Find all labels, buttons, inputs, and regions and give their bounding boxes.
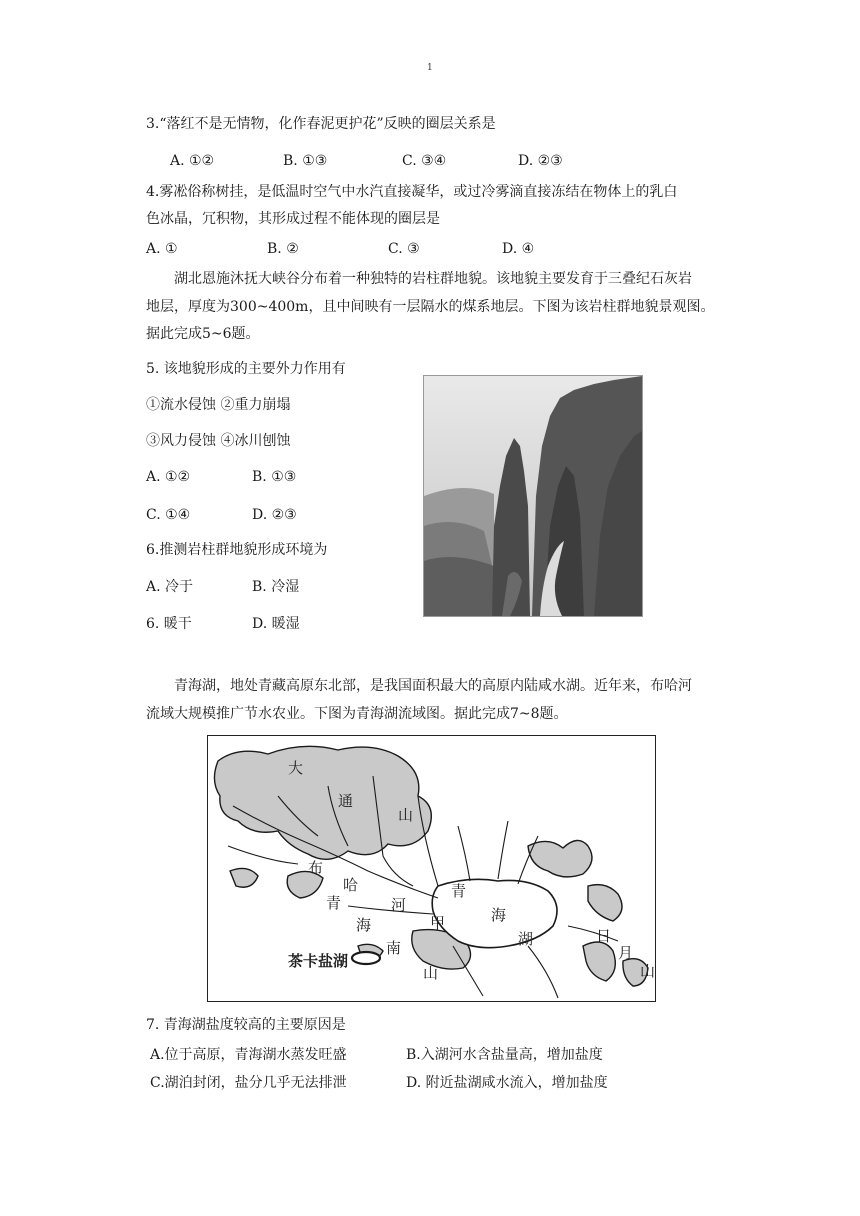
map-label-da: 大 [288, 759, 304, 777]
map-label-hu-lake: 湖 [518, 930, 534, 948]
map-label-ri: 日 [596, 927, 612, 945]
q5-option-c: C. ①④ [146, 507, 191, 523]
chaka-salt-lake [352, 952, 380, 964]
passage1-line3: 据此完成5~6题。 [146, 326, 260, 342]
map-label-hai-nanshan: 海 [356, 916, 372, 934]
q6-option-a: A. 冷于 [146, 579, 194, 595]
map-label-qing-nanshan: 青 [326, 894, 342, 912]
map-label-qing-lake: 青 [451, 882, 467, 900]
q4-option-b: B. ② [267, 241, 299, 257]
map-label-he: 河 [391, 896, 407, 914]
q7-option-a: A.位于高原，青海湖水蒸发旺盛 [150, 1047, 347, 1063]
q6-option-c: 6. 暖干 [146, 616, 192, 632]
q3-stem: 3.“落红不是无情物，化作春泥更护花”反映的圈层关系是 [146, 116, 496, 132]
q4-option-c: C. ③ [388, 241, 420, 257]
map-label-chaka-salt-lake: 茶卡盐湖 [288, 952, 349, 970]
q6-stem: 6.推测岩柱群地貌形成环境为 [146, 542, 328, 558]
q7-stem: 7. 青海湖盐度较高的主要原因是 [146, 1017, 346, 1033]
q5-option-b: B. ①③ [252, 469, 297, 485]
q4-stem-line1: 4.雾凇俗称树挂，是低温时空气中水汽直接凝华，或过冷雾滴直接冻结在物体上的乳白 [146, 184, 678, 200]
rock-pillar-landscape-photo [423, 375, 643, 617]
q3-option-b: B. ①③ [283, 153, 328, 169]
q5-items-line2: ③风力侵蚀 ④冰川刨蚀 [146, 433, 291, 449]
q3-option-a: A. ①② [170, 153, 215, 169]
map-label-ha: 哈 [343, 876, 359, 894]
page-number: 1 [427, 63, 433, 73]
map-label-shan-nanshan: 山 [423, 964, 439, 982]
q5-stem: 5. 该地貌形成的主要外力作用有 [146, 361, 346, 377]
passage2-line2: 流域大规模推广节水农业。下图为青海湖流域图。据此完成7~8题。 [146, 706, 568, 722]
q6-option-b: B. 冷湿 [252, 579, 300, 595]
q5-option-d: D. ②③ [252, 507, 297, 523]
q5-items-line1: ①流水侵蚀 ②重力崩塌 [146, 397, 291, 413]
q6-option-d: D. 暖湿 [252, 616, 300, 632]
q5-option-a: A. ①② [146, 469, 191, 485]
map-label-yue: 月 [618, 944, 634, 962]
q3-option-c: C. ③④ [402, 153, 447, 169]
map-label-nan: 南 [386, 939, 402, 957]
map-label-bu: 布 [308, 859, 324, 877]
map-label-hai-lake: 海 [491, 906, 507, 924]
map-label-shan-riyue: 山 [640, 962, 656, 980]
q7-option-b: B.入湖河水含盐量高，增加盐度 [406, 1047, 603, 1063]
q4-option-d: D. ④ [502, 241, 535, 257]
map-label-shan-datong: 山 [398, 806, 414, 824]
map-drawing [208, 736, 655, 1001]
q7-option-c: C.湖泊封闭，盐分几乎无法排泄 [150, 1075, 347, 1091]
qinghai-lake-basin-map [207, 735, 656, 1002]
passage2-line1: 青海湖，地处青藏高原东北部，是我国面积最大的高原内陆咸水湖。近年来，布哈河 [174, 678, 692, 694]
q7-option-d: D. 附近盐湖咸水流入，增加盐度 [406, 1075, 608, 1091]
q4-stem-line2: 色冰晶，冗积物，其形成过程不能体现的圈层是 [146, 211, 440, 227]
map-label-tong: 通 [338, 792, 354, 810]
q4-option-a: A. ① [146, 241, 178, 257]
passage1-line1: 湖北恩施沐抚大峡谷分布着一种独特的岩柱群地貌。该地貌主要发育于三叠纪石灰岩 [174, 271, 692, 287]
map-label-jia: 甲 [430, 914, 446, 932]
q3-option-d: D. ②③ [518, 153, 563, 169]
passage1-line2: 地层，厚度为300~400m，且中间映有一层隔水的煤系地层。下图为该岩柱群地貌景观图。 [146, 299, 715, 315]
